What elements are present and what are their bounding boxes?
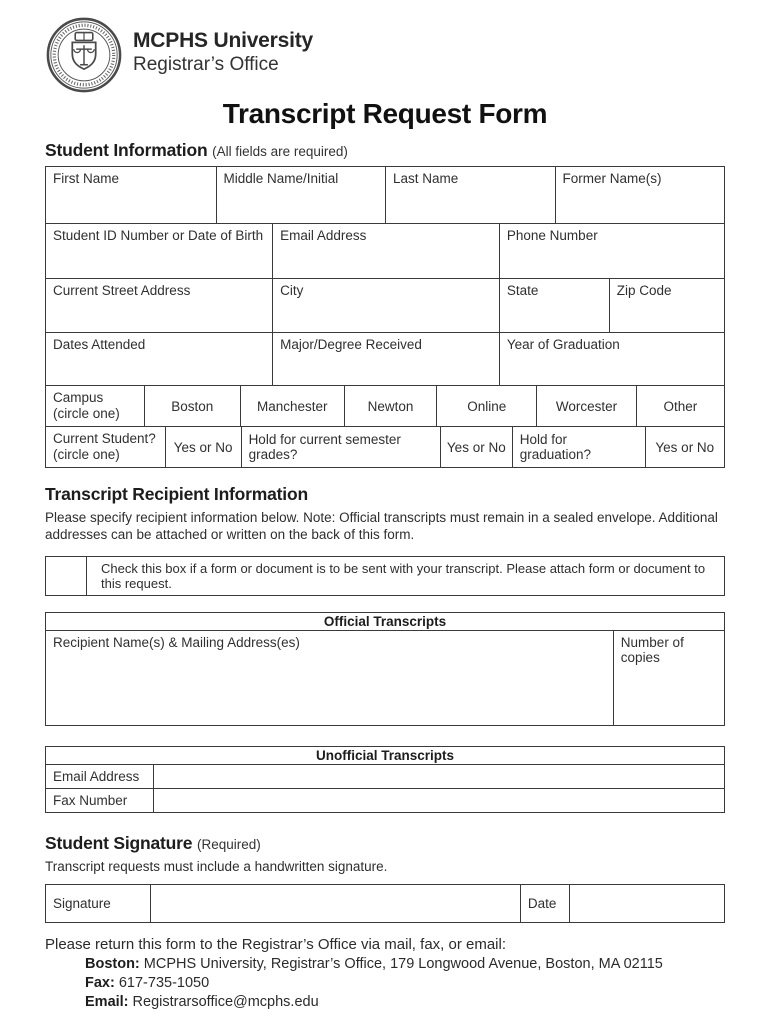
- student-info-heading: [45, 140, 725, 161]
- city-field[interactable]: [272, 279, 499, 332]
- field-label: Email Address: [280, 228, 367, 243]
- student-info-note: (All fields are required): [212, 144, 348, 159]
- student-id-dob-field[interactable]: [46, 224, 272, 278]
- last-name-field[interactable]: [385, 167, 555, 223]
- org-name: MCPHS University: [133, 29, 314, 52]
- graduation-year-field[interactable]: [499, 333, 724, 385]
- first-name-field[interactable]: [46, 167, 216, 223]
- table-row: [46, 764, 724, 788]
- number-of-copies-field[interactable]: [613, 631, 724, 725]
- date-field[interactable]: [569, 885, 724, 922]
- zip-code-field[interactable]: [609, 279, 724, 332]
- field-label: Student ID Number or Date of Birth: [53, 228, 264, 243]
- page-title: Transcript Request Form: [222, 98, 548, 129]
- field-label: Year of Graduation: [506, 337, 620, 352]
- field-label: Phone Number: [506, 228, 598, 243]
- footer-boston-value: MCPHS University, Registrar’s Office, 179 Longwood Avenue, Boston, MA 02115: [139, 956, 663, 972]
- current-student-label: [46, 427, 165, 467]
- campus-option-boston[interactable]: Boston: [144, 386, 240, 426]
- field-label: Last Name: [393, 171, 459, 186]
- attachment-checkbox-text: Check this box if a form or document is to be sent with your transcript. Please attach form or document to this request.: [86, 557, 724, 595]
- footer-email-line: [85, 993, 725, 1012]
- campus-option-newton[interactable]: Newton: [344, 386, 437, 426]
- footer-fax-value: 617-735-1050: [114, 975, 210, 991]
- footer-boston-line: [85, 955, 725, 974]
- field-label: City: [280, 283, 304, 298]
- unofficial-transcripts-table: [45, 746, 725, 813]
- unofficial-fax-label: Fax Number: [53, 793, 128, 808]
- table-row: [46, 332, 724, 385]
- recipient-info-description: Please specify recipient information below. Note: Official transcripts must remain in a sealed envelope. Additional addresses can be attached or written on the back of this form.: [45, 510, 718, 542]
- campus-option-worcester[interactable]: Worcester: [536, 386, 636, 426]
- campus-label-line1: Campus: [53, 390, 104, 405]
- attachment-checkbox-strip: [45, 556, 725, 596]
- hold-graduation-label: Hold for graduation?: [512, 427, 645, 467]
- table-row: [46, 788, 724, 812]
- attachment-checkbox[interactable]: [46, 557, 86, 595]
- signature-heading: [45, 833, 725, 854]
- current-student-line1: Current Student?: [53, 431, 156, 446]
- field-label: Middle Name/Initial: [223, 171, 339, 186]
- campus-label: [46, 386, 144, 426]
- table-row: [46, 885, 724, 922]
- student-info-table: [45, 166, 725, 468]
- current-student-line2: (circle one): [53, 447, 120, 462]
- state-field[interactable]: [499, 279, 609, 332]
- student-info-heading-text: Student Information: [45, 140, 208, 160]
- table-row: [46, 557, 724, 595]
- signature-heading-text: Student Signature: [45, 833, 193, 853]
- campus-row: [46, 385, 724, 426]
- signature-table: [45, 884, 725, 923]
- recipient-address-field[interactable]: [46, 631, 613, 725]
- campus-option-manchester[interactable]: Manchester: [240, 386, 344, 426]
- unofficial-email-field[interactable]: [153, 765, 724, 788]
- field-label: Number of copies: [620, 635, 684, 665]
- table-row: [46, 630, 724, 725]
- footer-fax-label: Fax:: [85, 975, 115, 991]
- campus-option-online[interactable]: Online: [436, 386, 536, 426]
- unofficial-fax-field[interactable]: [153, 789, 724, 812]
- field-label: Current Street Address: [53, 283, 191, 298]
- org-department: Registrar’s Office: [133, 54, 279, 75]
- form-header: [45, 16, 725, 94]
- footer-contact-lines: [85, 955, 725, 1012]
- middle-name-field[interactable]: [216, 167, 386, 223]
- footer-boston-label: Boston:: [85, 956, 140, 972]
- footer-email-value: Registrarsoffice@mcphs.edu: [128, 994, 319, 1010]
- signature-label: Signature: [53, 896, 111, 911]
- field-label: Former Name(s): [562, 171, 662, 186]
- table-row: [46, 278, 724, 332]
- footer-email-label: Email:: [85, 994, 129, 1010]
- major-degree-field[interactable]: [272, 333, 499, 385]
- email-address-field[interactable]: [272, 224, 499, 278]
- signature-note: (Required): [196, 837, 261, 852]
- table-row: [46, 223, 724, 278]
- date-label: Date: [520, 885, 569, 922]
- field-label: Dates Attended: [53, 337, 146, 352]
- campus-option-other[interactable]: Other: [636, 386, 724, 426]
- hold-semester-yes-no[interactable]: Yes or No: [440, 427, 512, 467]
- current-student-label-text: [53, 431, 156, 463]
- signature-instruction: Transcript requests must include a handwritten signature.: [45, 859, 388, 874]
- university-seal-icon: [45, 16, 123, 94]
- unofficial-transcripts-title: Unofficial Transcripts: [315, 748, 455, 763]
- phone-number-field[interactable]: [499, 224, 724, 278]
- table-row: [46, 167, 724, 223]
- campus-label-line2: (circle one): [53, 406, 120, 421]
- table-header-row: [46, 613, 724, 630]
- current-student-yes-no[interactable]: Yes or No: [165, 427, 241, 467]
- field-label: Recipient Name(s) & Mailing Address(es): [53, 635, 300, 650]
- university-seal: [45, 16, 123, 94]
- dates-attended-field[interactable]: [46, 333, 272, 385]
- field-label: First Name: [53, 171, 120, 186]
- footer-intro: Please return this form to the Registrar’s Office via mail, fax, or email:: [45, 936, 507, 953]
- official-transcripts-table: [45, 612, 725, 726]
- street-address-field[interactable]: [46, 279, 272, 332]
- hold-semester-label: Hold for current semester grades?: [241, 427, 440, 467]
- field-label: Major/Degree Received: [280, 337, 422, 352]
- field-label: Zip Code: [616, 283, 672, 298]
- former-names-field[interactable]: [555, 167, 725, 223]
- current-student-row: [46, 426, 724, 467]
- table-header-row: [46, 747, 724, 764]
- footer: [45, 936, 725, 1012]
- footer-fax-line: [85, 974, 725, 993]
- org-block: [133, 16, 313, 76]
- hold-graduation-yes-no[interactable]: Yes or No: [645, 427, 724, 467]
- unofficial-email-label: Email Address: [53, 769, 140, 784]
- recipient-info-heading: Transcript Recipient Information: [45, 484, 308, 504]
- official-transcripts-title: Official Transcripts: [323, 614, 447, 629]
- campus-label-text: [53, 390, 120, 422]
- signature-field[interactable]: [150, 885, 520, 922]
- field-label: State: [506, 283, 539, 298]
